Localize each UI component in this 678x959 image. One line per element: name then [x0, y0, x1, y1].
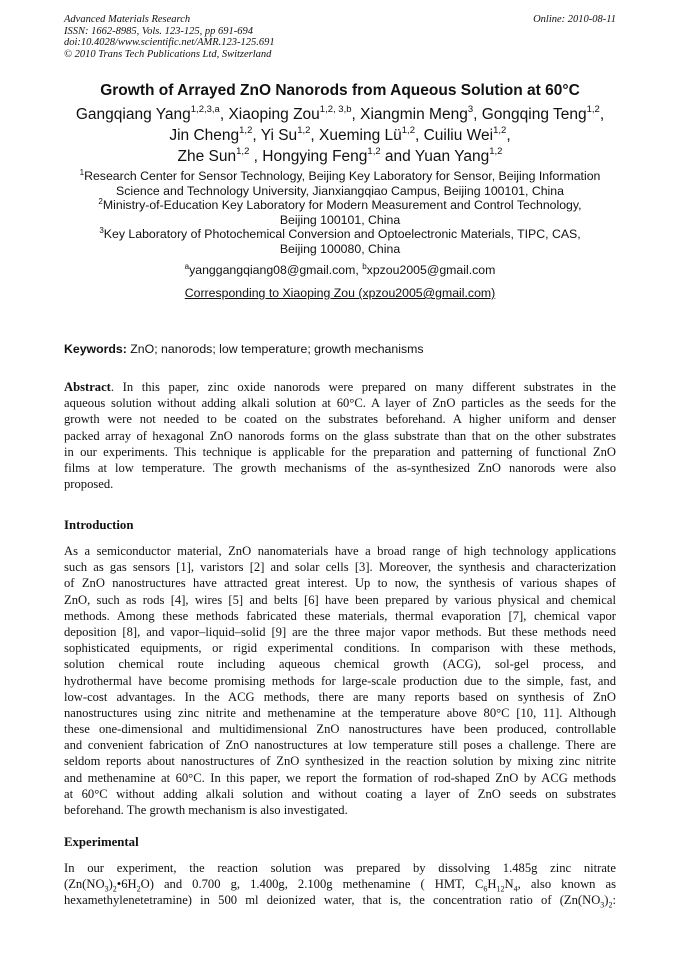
intro-line: at 60°C without adding alkali solution and without coating a layer of ZnO seeds on substrates	[64, 786, 616, 801]
affiliation	[60, 169, 620, 184]
email-a: yanggangqiang08@gmail.com,	[189, 263, 363, 277]
intro-line: methods. Among these methods fabricated these materials, thermal evaporation [7], chemical vapor	[64, 608, 616, 623]
author-sep: ,	[252, 127, 261, 144]
affiliation-line: Science and Technology University, Jianxiangqiao Campus, Beijing 100101, China	[116, 183, 564, 198]
doi: doi:10.4028/www.scientific.net/AMR.123-125.691	[64, 37, 275, 48]
abstract-line: films at low temperature. The growth mechanisms of the as-synthesized ZnO nanorods were also	[64, 460, 616, 475]
exp-line	[64, 892, 616, 908]
affiliation-line: Key Laboratory of Photochemical Conversion and Optoelectronic Materials, TIPC, CAS,	[103, 227, 581, 242]
subscript: 2	[608, 900, 613, 910]
online-date: Online: 2010-08-11	[533, 14, 616, 25]
text-run: (Zn(NO	[64, 877, 105, 892]
author-name: Yi Su	[260, 127, 298, 144]
intro-line: As a semiconductor material, ZnO nanomaterials have a broad range of high technology applications	[64, 544, 616, 558]
intro-line: such as gas sensors [1], varistors [2] and solar cells [3]. Moreover, the synthesis and characterization	[64, 560, 616, 575]
intro-line: low-cost advantages. In the ACG methods, there are many reports based on synthesis of ZnO	[64, 689, 616, 704]
subscript: 4	[513, 884, 518, 894]
abstract-line-text: . In this paper, zinc oxide nanorods were prepared on many different substrates in the	[110, 380, 616, 394]
author-name: Xiangmin Meng	[360, 106, 468, 123]
email-marker: a	[184, 261, 190, 271]
journal-name: Advanced Materials Research	[64, 14, 191, 25]
author-sep: ,	[219, 106, 229, 123]
author-sep: ,	[310, 127, 320, 144]
author-name: Yuan Yang	[414, 148, 490, 165]
affiliation-num: 1	[79, 167, 85, 177]
author-affil: 1,2	[236, 145, 250, 157]
author-affil: 1,2	[239, 124, 253, 136]
affiliation-line: Beijing 100101, China	[279, 212, 401, 227]
author-affil: 1,2,3,a	[190, 103, 220, 115]
author-affil: 1,2	[367, 145, 381, 157]
author-name: Xueming Lü	[319, 127, 402, 144]
text-run: O) and 0.700 g, 1.400g, 2.100g methenamine ( HMT, C	[140, 877, 484, 892]
author-affil: 3	[467, 103, 474, 115]
author-affil: 1,2	[489, 145, 503, 157]
text-run: , also known as	[517, 877, 617, 892]
author-emails	[64, 263, 616, 277]
intro-line: beforehand. The growth mechanism is also investigated.	[64, 803, 348, 817]
text-run: :	[612, 893, 616, 908]
abstract-line: packed array of hexagonal ZnO nanorods forms on the glass substrate than that on the other substrates	[64, 428, 616, 443]
author-affil: 1,2	[586, 103, 600, 115]
text-run: )	[108, 877, 113, 892]
author-name: Hongying Feng	[262, 148, 368, 165]
keywords-text: ZnO; nanorods; low temperature; growth mechanisms	[126, 342, 424, 356]
affiliation	[60, 198, 620, 213]
author-sep: and	[380, 148, 415, 165]
affiliation-num: 2	[98, 197, 103, 207]
author-sep: ,	[351, 106, 361, 123]
author-affil: 1,2	[401, 124, 415, 136]
author-sep: ,	[473, 106, 482, 123]
exp-line	[64, 876, 616, 892]
intro-line: solution chemical route including aqueous chemical growth (ACG), sol-gel process, and	[64, 657, 616, 672]
author-name: Gongqing Teng	[481, 106, 587, 123]
author-list	[60, 104, 620, 167]
subscript: 3	[600, 900, 605, 910]
author-name: Gangqiang Yang	[75, 106, 191, 123]
subscript: 12	[496, 884, 505, 894]
author-sep: ,	[506, 127, 511, 144]
abstract-line: proposed.	[64, 477, 114, 492]
subscript: 6	[483, 884, 488, 894]
email-marker: b	[362, 261, 367, 271]
affiliation	[60, 227, 620, 242]
intro-line: of ZnO nanostructures have attracted great interest. Up to now, the synthesis of various shapes of	[64, 576, 616, 591]
author-name: Xiaoping Zou	[228, 106, 320, 123]
affiliation-line: Research Center for Sensor Technology, Beijing Key Laboratory for Sensor, Beijing Information	[84, 169, 601, 183]
subscript: 3	[104, 884, 109, 894]
author-name: Zhe Sun	[177, 148, 237, 165]
author-name: Cuiliu Wei	[423, 127, 494, 144]
text-run: •6H	[116, 877, 137, 892]
abstract-label: Abstract	[64, 380, 111, 394]
author-affil: 1,2	[297, 124, 311, 136]
corresponding-author	[64, 286, 616, 300]
intro-line: these one-dimensional and multidimensional ZnO nanostructures have been produced, controllable	[64, 722, 616, 737]
introduction-heading: Introduction	[64, 518, 134, 532]
keywords-label: Keywords:	[64, 342, 127, 356]
keywords	[64, 342, 616, 356]
abstract-line	[64, 379, 616, 395]
author-sep: ,	[414, 127, 424, 144]
introduction-body	[64, 543, 616, 818]
copyright: © 2010 Trans Tech Publications Ltd, Switzerland	[64, 48, 272, 60]
corresponding-link[interactable]: Corresponding to Xiaoping Zou (xpzou2005@gmail.com)	[184, 286, 496, 300]
text-run: H	[487, 877, 497, 892]
abstract-line: in our experiments. This technique is applicable for the preparation and patterning of functional ZnO	[64, 444, 616, 459]
issn: ISSN: 1662-8985, Vols. 123-125, pp 691-694	[64, 25, 253, 37]
intro-line: hydrothermal have become promising methods for large-scale production due to the simple, fast, and	[64, 673, 616, 688]
paper-title: Growth of Arrayed ZnO Nanorods from Aqueous Solution at 60°C	[100, 82, 580, 99]
author-sep: ,	[599, 106, 605, 123]
affiliation-line: Beijing 100080, China	[279, 241, 401, 256]
text-run: )	[604, 893, 609, 908]
intro-line: sophisticated equipments, or rigid experimental conditions. In comparison with these methods,	[64, 641, 616, 656]
email-b: xpzou2005@gmail.com	[366, 263, 496, 277]
author-affil: 1,2, 3,b	[319, 103, 352, 115]
journal-info	[64, 14, 275, 60]
author-line	[60, 146, 620, 167]
intro-line: seldom reports about nanostructures of ZnO synthesized in the reaction solution by mixing zinc nitrite	[64, 754, 616, 769]
affiliation-num: 3	[99, 226, 104, 236]
intro-line: and methenamine at 60°C. In this paper, we report the formation of rod-shaped ZnO by ACG methods	[64, 770, 616, 785]
experimental-heading: Experimental	[64, 835, 139, 849]
exp-line: In our experiment, the reaction solution was prepared by dissolving 1.485g zinc nitrate	[64, 861, 616, 875]
intro-line: and convenient fabrication of ZnO nanostructures at low temperature still poses a challenge. There are	[64, 738, 616, 753]
intro-line: deposition [8], and vapor–liquid–solid [9] are the three major vapor methods. But these methods need	[64, 624, 616, 639]
author-sep: ,	[249, 148, 263, 165]
experimental-body	[64, 860, 616, 909]
subscript: 2	[112, 884, 117, 894]
abstract	[64, 379, 616, 492]
author-line	[60, 125, 620, 146]
text-run: hexamethylenetetramine) in 500 ml deionized water, that is, the concentration ratio of (Zn(NO	[64, 893, 601, 908]
subscript: 2	[136, 884, 141, 894]
author-name: Jin Cheng	[169, 127, 240, 144]
author-affil: 1,2	[493, 124, 507, 136]
abstract-line: aqueous solution without adding alkali solution at 60°C. A layer of ZnO particles as the seeds for the	[64, 396, 616, 411]
affiliations	[60, 169, 620, 257]
text-run: N	[504, 877, 514, 892]
author-line	[60, 104, 620, 125]
affiliation-line: Ministry-of-Education Key Laboratory for Modern Measurement and Control Technology,	[102, 198, 582, 213]
intro-line: nanostructures using zinc nitrite and methenamine at the temperature above 80°C [10, 11]. Although	[64, 705, 616, 720]
intro-line: ZnO, such as rods [4], wires [5] and belts [6] have been prepared by various physical and chemical	[64, 592, 616, 607]
abstract-line: growth were not needed to be coated on the substrates beforehand. A higher uniform and denser	[64, 412, 616, 427]
